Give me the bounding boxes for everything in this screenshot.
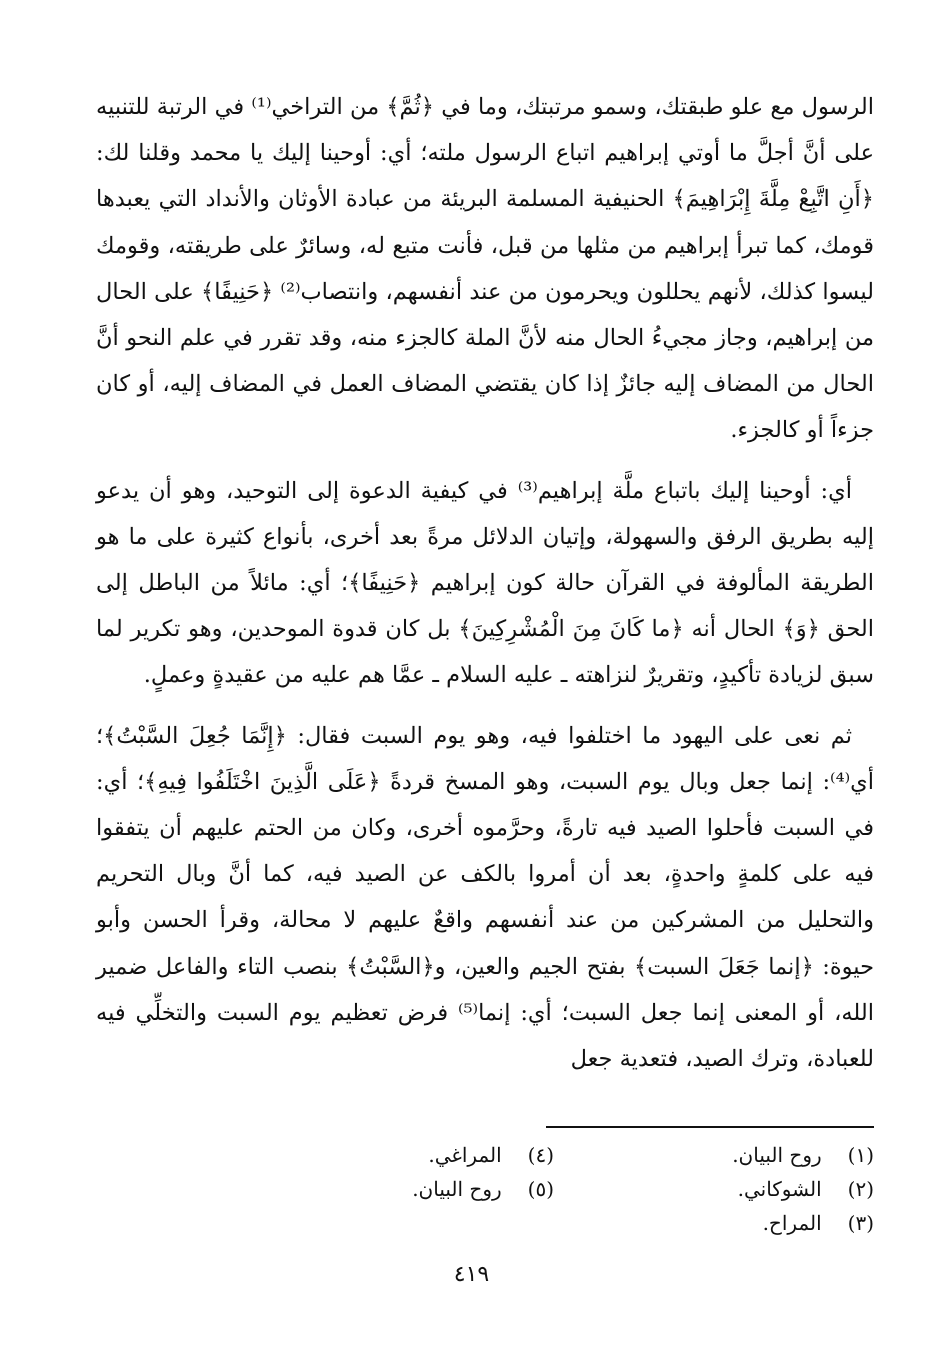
main-text [96,84,874,1082]
footnote-3 [574,1206,874,1240]
footnote-text: روح البيان. [412,1177,502,1201]
paragraph-3: ثم نعى على اليهود ما اختلفوا فيه، وهو يوم السبت فقال: ﴿إِنَّمَا جُعِلَ السَّبْتُ﴾؛ أي⁽⁴⁾: إنما جعل وبال يوم السبت، وهو المسخ قردةً ﴿عَلَى الَّذِينَ اخْتَلَفُوا فِيهِ﴾؛ أي: في السبت فأحلوا الصيد فيه تارةً، وحرَّموه أخرى، وكان من الحتم عليهم أن يتفقوا فيه على كلمةٍ واحدةٍ، بعد أن أمروا بالكف عن الصيد فيه، كما أنَّ وبال التحريم والتحليل من المشركين من عند أنفسهم واقعٌ عليهم لا محالة، وقرأ الحسن وأبو حيوة: ﴿إنما جَعَلَ السبت﴾ بفتح الجيم والعين، و﴿السَّبْتُ﴾ بنصب التاء والفاعل ضمير الله، أو المعنى إنما جعل السبت؛ أي: إنما⁽⁵⁾ فرض تعظيم يوم السبت والتخلِّي فيه للعبادة، وترك الصيد، فتعدية جعل [96,722,874,1073]
footnote-text: روح البيان. [732,1143,822,1167]
footnote-1 [574,1138,874,1172]
footnote-number: (٢) [847,1177,874,1201]
paragraph-2: أي: أوحينا إليك باتباع ملَّة إبراهيم⁽³⁾ في كيفية الدعوة إلى التوحيد، وهو أن يدعو إليه بطريق الرفق والسهولة، وإتيان الدلائل مرةً بعد أخرى، بأنواع كثيرة على ما هو الطريقة المألوفة في القرآن حالة كون إبراهيم ﴿حَنِيفًا﴾؛ أي: مائلاً من الباطل إلى الحق ﴿وَ﴾ الحال أنه ﴿ما كَانَ مِنَ الْمُشْرِكِينَ﴾ بل كان قدوة الموحدين، وهو تكرير لما سبق لزيادة تأكيدٍ، وتقريرٌ لنزاهته ـ عليه السلام ـ عمَّا هم عليه من عقيدةٍ وعملٍ. [96,477,874,689]
footnote-text: الشوكاني. [737,1177,822,1201]
footnote-text: المراغي. [428,1143,502,1167]
page-number: ٤١٩ [453,1262,490,1287]
footnote-number: (٣) [847,1211,874,1235]
footnote-column-left [254,1138,554,1206]
footnote-column-right [574,1138,874,1240]
footnote-2 [574,1172,874,1206]
footnote-text: المراح. [762,1211,822,1235]
footnote-separator [546,1126,874,1128]
footnote-number: (٥) [527,1177,554,1201]
footnote-4 [254,1138,554,1172]
footnote-number: (١) [847,1143,874,1167]
paragraph-1: الرسول مع علو طبقتك، وسمو مرتبتك، وما في ﴿ثُمَّ﴾ من التراخي⁽¹⁾ في الرتبة للتنبيه على أنَّ أجلَّ ما أوتي إبراهيم اتباع الرسول ملته؛ أي: أوحينا إليك يا محمد وقلنا لك: ﴿أَنِ اتَّبِعْ مِلَّةَ إِبْرَاهِيمَ﴾ الحنيفية المسلمة البريئة من عبادة الأوثان والأنداد التي يعبدها قومك، كما تبرأ إبراهيم من مثلها من قبل، فأنت متبع له، وسائرٌ على طريقته، وقومك ليسوا كذلك، لأنهم يحللون ويحرمون من عند أنفسهم، وانتصاب⁽²⁾ ﴿حَنِيفًا﴾ على الحال من إبراهيم، وجاز مجيءُ الحال منه لأنَّ الملة كالجزء منه، وقد تقرر في علم النحو أنَّ الحال من المضاف إليه جائزٌ إذا كان يقتضي المضاف العمل في المضاف إليه، أو كان جزءاً أو كالجزء. [96,94,874,444]
footnote-5 [254,1172,554,1206]
footnote-number: (٤) [527,1143,554,1167]
